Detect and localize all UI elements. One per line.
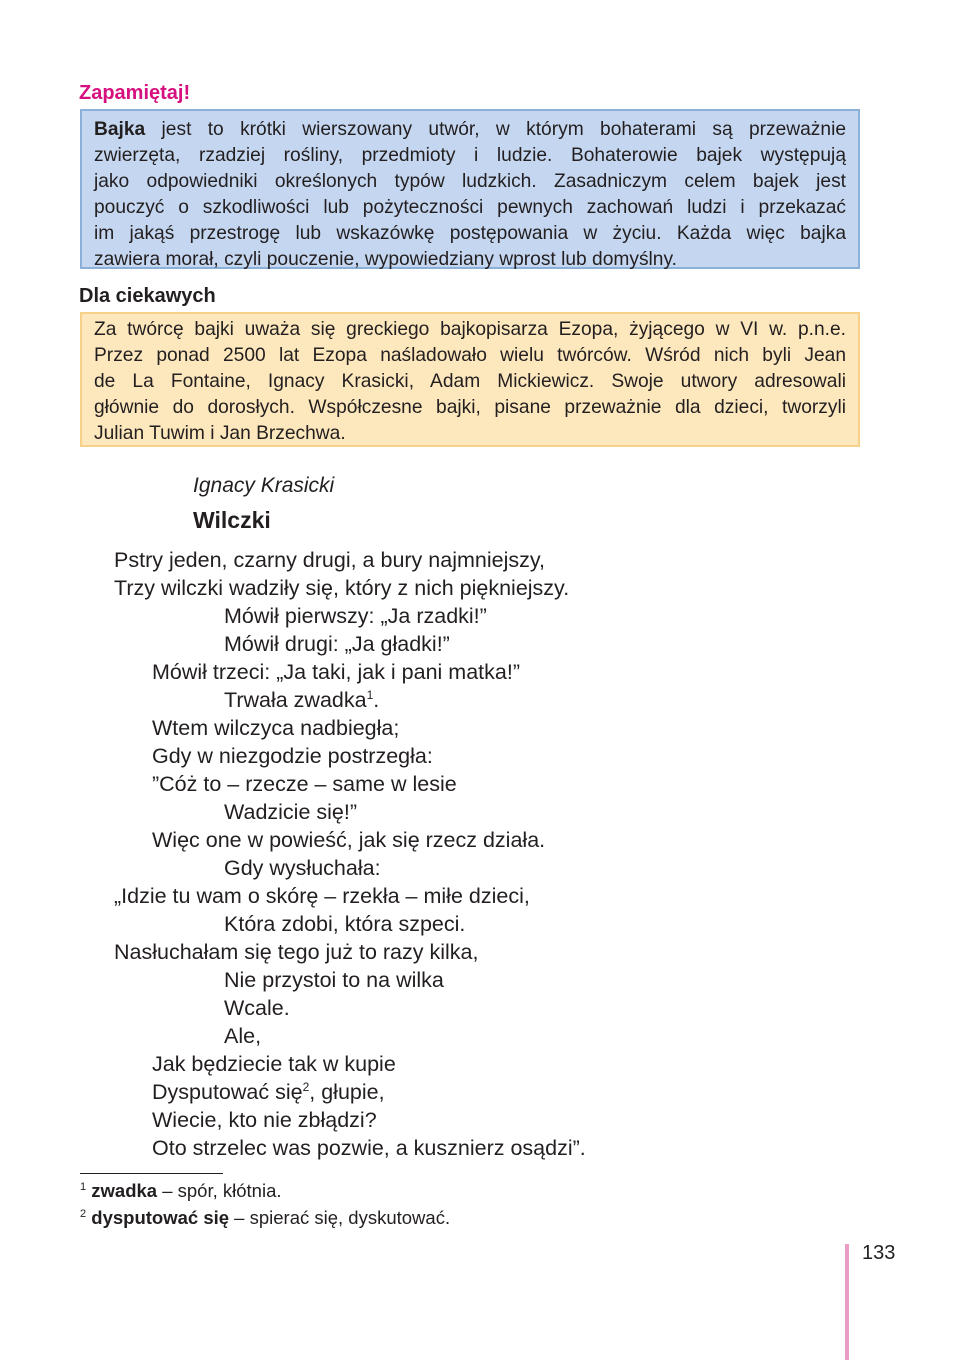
footnote-1: $^1$ zwadka – spór, kłótnia. <box>80 1180 282 1201</box>
poem-line: Oto strzelec was pozwie, a kusznierz osądzi”. <box>152 1136 586 1160</box>
remember-line: jako odpowiedniki określonych typów ludzkich. Zasadniczym celem bajek jest <box>94 171 846 192</box>
curious-line: Przez ponad 2500 lat Ezopa naśladowało wielu twórców. Wśród nich byli Jean <box>94 345 846 366</box>
curious-line: Za twórcę bajki uważa się greckiego bajkopisarza Ezopa, żyjącego w VI w. p.n.e. <box>94 319 846 340</box>
remember-line: zwierzęta, rzadziej rośliny, przedmioty i ludzie. Bohaterowie bajek występują <box>94 145 846 166</box>
poem-line: Mówił pierwszy: „Ja rzadki!” <box>224 604 487 628</box>
footnote-2: $^2$ dysputować się – spierać się, dyskutować. <box>80 1207 451 1228</box>
poem-author: Ignacy Krasicki <box>193 474 335 497</box>
poem-line: Mówił trzeci: „Ja taki, jak i pani matka!” <box>152 660 520 684</box>
poem-line: Gdy wysłuchała: <box>224 856 381 880</box>
poem-line: Nie przystoi to na wilka <box>224 968 444 992</box>
curious-heading: Dla ciekawych <box>79 285 216 307</box>
remember-box <box>80 109 860 269</box>
remember-line: zawiera morał, czyli pouczenie, wypowiedziany wprost lub domyślny. <box>94 249 677 270</box>
curious-line: Julian Tuwim i Jan Brzechwa. <box>94 423 346 444</box>
poem-line: Trzy wilczki wadziły się, który z nich piękniejszy. <box>114 576 570 600</box>
footnote-term: zwadka <box>91 1180 158 1201</box>
poem-line: Wcale. <box>224 996 290 1020</box>
poem-line: Więc one w powieść, jak się rzecz działa. <box>152 828 546 852</box>
poem-line: „Idzie tu wam o skórę – rzekła – miłe dzieci, <box>114 884 530 908</box>
curious-line: głównie do dorosłych. Współczesne bajki, pisane przeważnie dla dzieci, tworzyli <box>94 397 846 418</box>
poem-line: Ale, <box>224 1024 262 1048</box>
remember-line: Bajka jest to krótki wierszowany utwór, w którym bohaterami są przeważnie <box>94 119 846 140</box>
remember-line: pouczyć o szkodliwości lub pożyteczności pewnych zachowań ludzi i przekazać <box>94 197 846 218</box>
footnote-marker: 1 <box>366 688 374 702</box>
poem-line: Nasłuchałam się tego już to razy kilka, <box>114 940 479 964</box>
poem-line: Gdy w niezgodzie postrzegła: <box>152 744 433 768</box>
poem-line: Pstry jeden, czarny drugi, a bury najmniejszy, <box>114 548 545 572</box>
poem-title: Wilczki <box>193 507 271 533</box>
page-margin-bar <box>845 1244 849 1360</box>
footnote-rule <box>80 1173 223 1174</box>
poem-line: Wtem wilczyca nadbiegła; <box>152 716 400 740</box>
page-number: 133 <box>862 1242 896 1264</box>
remember-term: Bajka <box>94 119 146 140</box>
poem-line: Trwała zwadka$^1$. <box>224 688 380 712</box>
poem-line: Jak będziecie tak w kupie <box>152 1052 396 1076</box>
poem-line: Dysputować się$^2$, głupie, <box>152 1080 385 1104</box>
poem-line: Wiecie, kto nie zbłądzi? <box>152 1108 377 1132</box>
remember-line: im jakąś przestrogę lub wskazówkę postępowania w życiu. Każda więc bajka <box>94 223 846 244</box>
poem-line: Mówił drugi: „Ja gładki!” <box>224 632 450 656</box>
curious-line: de La Fontaine, Ignacy Krasicki, Adam Mickiewicz. Swoje utwory adresowali <box>94 371 846 392</box>
footnote-term: dysputować się <box>91 1207 230 1228</box>
poem-line: Wadzicie się!” <box>224 800 358 824</box>
curious-box <box>80 312 860 447</box>
poem-line: Która zdobi, która szpeci. <box>224 912 466 936</box>
footnote-marker: 2 <box>302 1080 310 1094</box>
remember-heading: Zapamiętaj! <box>79 82 191 104</box>
poem-line: ”Cóż to – rzecze – same w lesie <box>152 772 457 796</box>
